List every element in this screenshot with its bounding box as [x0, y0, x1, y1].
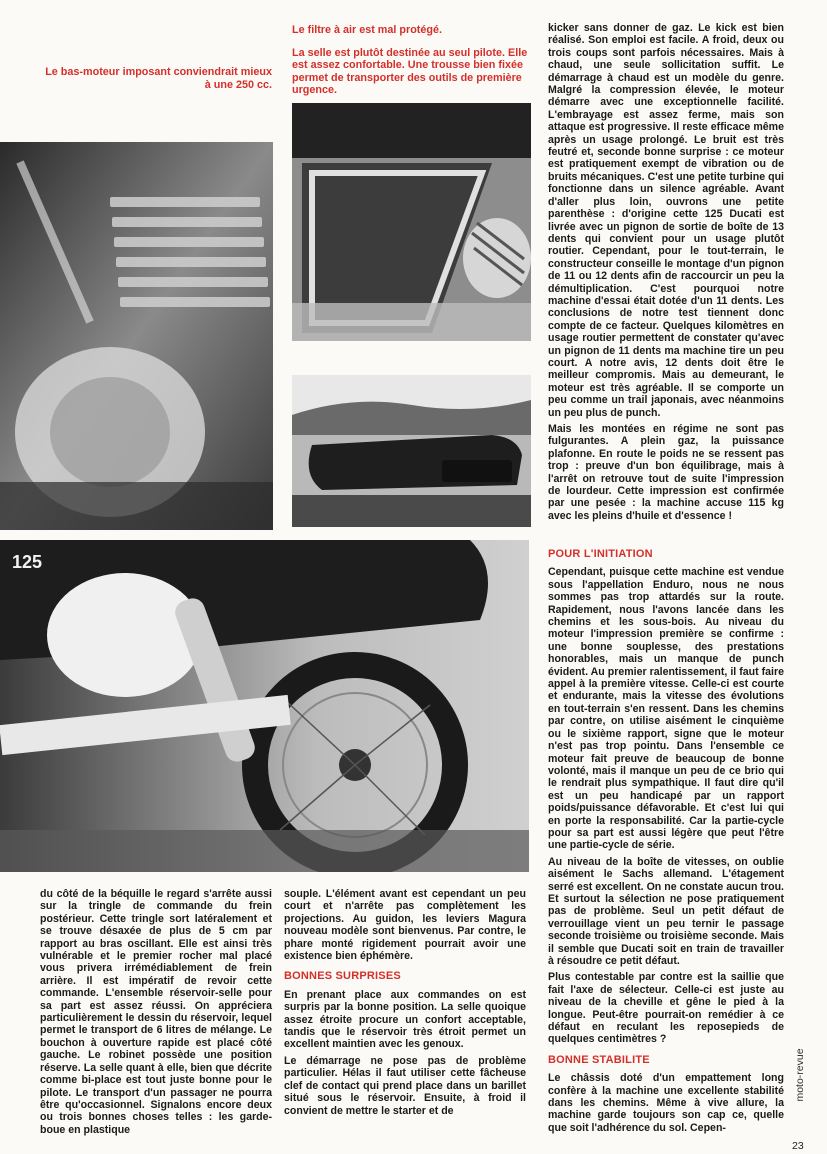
heading-stabilite: BONNE STABILITE — [548, 1053, 650, 1066]
paragraph: En prenant place aux commandes on est surpris par la bonne position. La selle quoique assez étroite procure un confort acceptable, tandis que le réservoir très étroit permet un excellent maintien avec les genoux. — [284, 988, 526, 1051]
paragraph: Le démarrage ne pose pas de problème particulier. Hélas il faut utiliser cette fâcheuse clef de contact qui prend place dans un barillet situé sous le réservoir. Ensuite, à froid il convient de mettre le starter et de — [284, 1054, 526, 1117]
article-col-mid-right — [548, 540, 784, 1138]
caption-airfilter: Le filtre à air est mal protégé. — [292, 24, 443, 36]
plate-number: 125 — [12, 552, 43, 572]
heading-initiation: POUR L'INITIATION — [548, 548, 653, 560]
paragraph: du côté de la béquille le regard s'arrête aussi sur la tringle de commande du frein postérieur. Cette tringle sort latéralement et se trouve désaxée de plus de 5 cm par rapport au bras oscillant. Elle est ainsi très vulnérable et le premier rocher mal placé vous privera irrémédiablement de frein arrière. Il est impératif de revoir cette commande. L'ensemble réservoir-selle pour sa part est assez réussi. On appréciera particulièrement le dessin du réservoir, lequel permet le transport de 6 litres de mélange. Le bouchon à ouverture rapide est placé côté gauche. Le robinet possède une position réserve. La selle quant à elle, bien que décrite comme bi-place est tout juste bonne pour le pilote. Le transport d'un passager ne pourra être qu'occasionnel. Signalons encore deux ou trois bonnes choses telles : les garde-boue en plastique — [40, 888, 272, 1136]
paragraph: souple. L'élément avant est cependant un peu court et n'arrête pas complètement les projections. Au guidon, les leviers Magura nouveau modèle sont bienvenus. Par contre, le phare monté rigidement pourrait avoir une existence bien éphémère. — [284, 888, 526, 963]
article-col-bottom-left — [40, 888, 272, 1140]
photo-airfilter — [292, 103, 531, 341]
magazine-brand-text: moto-revue — [794, 1048, 806, 1102]
caption-seat: La selle est plutôt destinée au seul pilote. Elle est assez confortable. Une trousse bien fixée permet de transporter des outils de première urgence. — [292, 46, 528, 97]
paragraph: Mais les montées en régime ne sont pas fulgurantes. A plein gaz, la puissance plafonne. En route le poids ne se ressent pas trop : preuve d'un bon équilibrage, mais à l'arrêt on retrouve tout de suite l'impression de lourdeur. Cette impression est confirmée par une pesée : la machine accuse 115 kg avec les pleins d'huile et d'essence ! — [548, 423, 784, 522]
paragraph: Plus contestable par contre est la saillie que fait l'axe de sélecteur. Celle-ci est juste au niveau de la cheville et gêne le pied à la longue. Peut-être pourrait-on remédier à ce défaut en reculant les reposepieds de quelques centimètres ? — [548, 971, 784, 1046]
paragraph: Le châssis doté d'un empattement long confère à la machine une excellente stabilité dans les chemins. Même à vive allure, la machine garde toujours son cap ce, quelle que soit l'adhérence du sol. Cepen- — [548, 1072, 784, 1134]
paragraph: Cependant, puisque cette machine est vendue sous l'appellation Enduro, nous ne nous sommes pas trop attardés sur la route. Rapidement, nous l'avons lancée dans les chemins et les sous-bois. Au niveau du moteur l'impression première se confirme : une bonne souplesse, des prestations honorables, mais un manque de punch évident. Au premier ralentissement, il faut faire appel à la première vitesse. Celle-ci est courte et endurante, mais la vitesse des évolutions en tout-terrain s'en ressent. Dans les chemins par contre, on utilise aisément le cinquième ou le sixième rapport, signe que le moteur n'est pas trop pointu. Dans l'ensemble ce moteur fait preuve de beaucoup de bonne volonté, mais il manque un peu de ce brio qui le rendrait plus sympathique. Il faut dire qu'il est un peu handicapé par un rapport poids/puissance défavorable. Et c'est lui qui en porte la responsabilité. Car la partie-cycle pour sa part est aussi légère que peut l'être une partie-cycle de série. — [548, 566, 784, 852]
photo-seat — [292, 375, 531, 527]
photo-rear — [0, 540, 529, 872]
page-number: 23 — [792, 1140, 804, 1152]
magazine-brand — [778, 1030, 822, 1120]
paragraph: kicker sans donner de gaz. Le kick est bien réalisé. Son emploi est facile. A froid, deux ou trois coups sont parfois nécessaires. Mais à chaud, une seule sollicitation suffit. Le démarrage à chaud est un modèle du genre. Malgré la compression élevée, le moteur démarre avec une exceptionnelle facilité. L'embrayage est assez ferme, mais son attaque est progressive. Il reste efficace même après un usage prolongé. Le bruit est très feutré et, seconde bonne surprise : ce moteur est pratiquement exempt de vibration ou de bruits mécaniques. C'est une petite turbine qui fonctionne dans un silence agréable. Avant d'aller plus loin, ouvrons une petite parenthèse : d'origine cette 125 Ducati est livrée avec un pignon de sortie de boîte de 13 dents qui convient pour un usage plutôt routier. Cependant, pour le tout-terrain, le constructeur conseille le montage d'un pignon de 11 ou 12 dents afin de raccourcir un peu la démultiplication. C'est pourquoi notre machine d'essai était dotée d'un 11 dents. Les conclusions de notre test tiennent donc compte de ce facteur. Quelques kilomètres en usage routier permettent de constater qu'avec un pignon de 11 dents ma machine tire un peu court. A notre avis, 12 dents doit être le meilleur compromis. Mais au demeurant, le moteur est très agréable. Il se comporte un peu comme un trail japonais, avec néanmoins un peu plus de punch. — [548, 22, 784, 419]
photo-engine — [0, 142, 273, 530]
paragraph: Au niveau de la boîte de vitesses, on oublie aisément le Sachs allemand. L'étagement serré est excellent. On ne constate aucun trou. Et surtout la sélection ne pose pratiquement pas de problème. Seul un petit défaut de verrouillage vient un peu ternir le passage seconde troisième ou troisième seconde. Mais il semble que Ducati soit en train de travailler à résoudre ce petit défaut. — [548, 855, 784, 967]
article-col-bottom-middle — [284, 888, 526, 1121]
caption-engine: Le bas-moteur imposant conviendrait mieux à une 250 cc. — [45, 66, 272, 91]
article-col-top-right — [548, 22, 784, 526]
caption-right — [292, 24, 532, 107]
heading-surprises: BONNES SURPRISES — [284, 970, 401, 983]
